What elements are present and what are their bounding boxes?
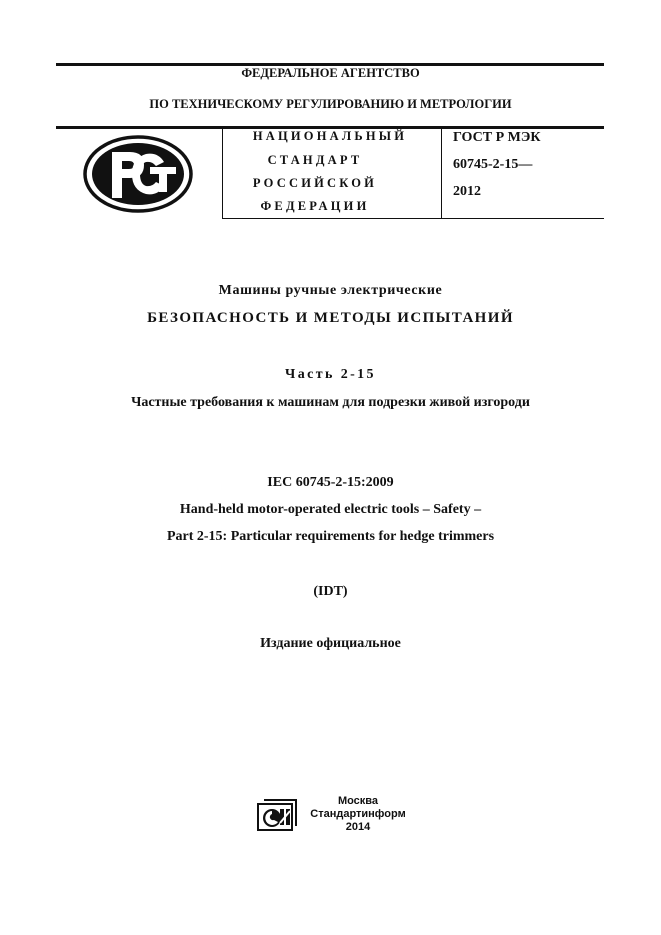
standard-line-3: РОССИЙСКОЙ [252, 176, 378, 190]
standard-line-2: СТАНДАРТ [267, 153, 363, 167]
title-line-1: Машины ручные электрические [218, 283, 443, 298]
idt-label: (IDT) [313, 584, 348, 599]
edition-label: Издание официальное [260, 636, 401, 651]
part-number: Часть 2-15 [285, 367, 376, 382]
designation-line-2: 60745-2-15— [453, 157, 533, 172]
separator-right [441, 129, 442, 219]
iec-title-2: Part 2-15: Particular requirements for hedge trimmers [166, 529, 495, 544]
designation-line-1: ГОСТ Р МЭК [453, 130, 541, 145]
designation-line-3: 2012 [453, 184, 481, 199]
publisher-city: Москва [337, 795, 379, 807]
publisher-year: 2014 [345, 821, 371, 833]
iec-title-1: Hand-held motor-operated electric tools – Safety – [179, 502, 482, 517]
standard-line-1: НАЦИОНАЛЬНЫЙ [252, 129, 408, 143]
separator-left [222, 129, 223, 219]
subtitle: Частные требования к машинам для подрезки живой изгороди [131, 395, 530, 410]
rst-gost-logo-icon [82, 134, 194, 214]
standard-line-4: ФЕДЕРАЦИИ [260, 199, 370, 213]
title-line-2: БЕЗОПАСНОСТЬ И МЕТОДЫ ИСПЫТАНИЙ [147, 310, 514, 326]
publisher-name: Стандартинформ [310, 808, 406, 820]
agency-line-2: ПО ТЕХНИЧЕСКОМУ РЕГУЛИРОВАНИЮ И МЕТРОЛОГИИ [149, 97, 512, 111]
iec-number: IEC 60745-2-15:2009 [267, 475, 394, 490]
header-bottom-rule [222, 218, 604, 219]
agency-line-1: ФЕДЕРАЛЬНОЕ АГЕНТСТВО [241, 66, 420, 80]
standartinform-logo-icon [256, 798, 298, 832]
